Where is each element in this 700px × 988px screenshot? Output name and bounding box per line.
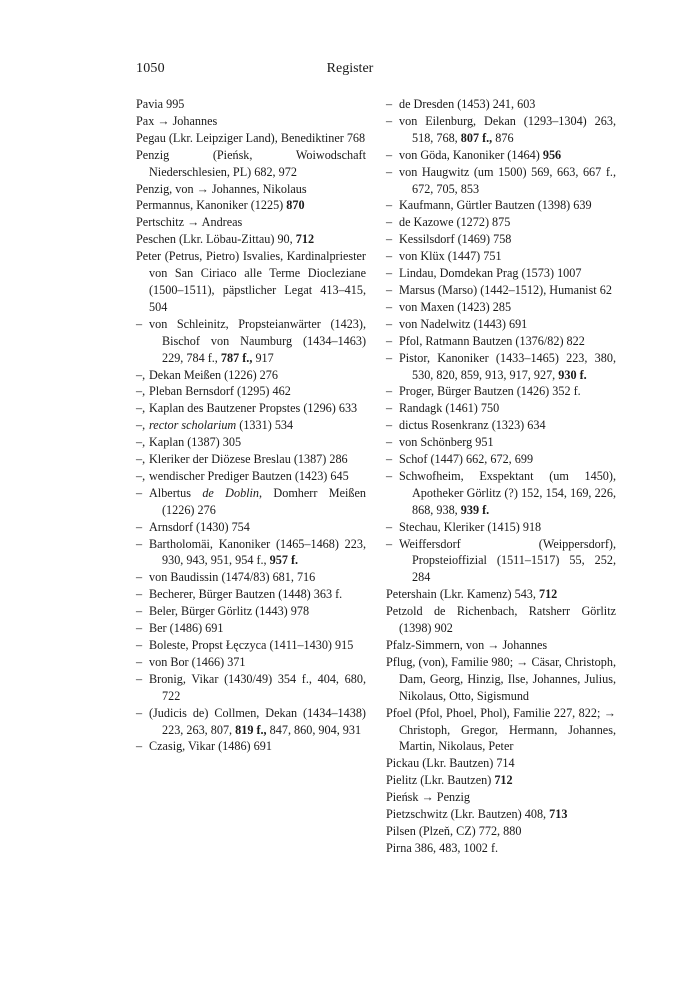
index-subentry <box>136 603 366 620</box>
subentry-dash: – <box>136 621 143 636</box>
index-subentry <box>136 705 366 739</box>
index-subentry <box>386 519 616 536</box>
subentry-dash: – <box>386 97 393 111</box>
entry-text: Pilsen (Plzeň, CZ) 772, 880 <box>386 823 522 838</box>
subentry-dash: – <box>386 215 393 230</box>
subentry-dash: – <box>386 232 393 247</box>
subentry-dash: – <box>136 316 143 331</box>
subentry-dash: – <box>386 266 393 281</box>
index-subentry <box>136 367 366 384</box>
index-entry <box>386 637 616 654</box>
index-subentry <box>386 214 616 231</box>
subentry-dash: – <box>136 604 143 619</box>
entry-text: Kaufmann, Gürtler Bautzen (1398) 639 <box>399 198 592 213</box>
index-entry <box>386 789 616 806</box>
entry-text: Pflug, (von), Familie 980; → Cäsar, Christoph, Dam, Georg, Hinzig, Ilse, Johannes, Julius, Nikolaus, Otto, Sigismund <box>386 654 616 703</box>
entry-text: von Haugwitz (um 1500) 569, 663, 667 f., 672, 705, 853 <box>399 164 616 196</box>
entry-text: Czasig, Vikar (1486) 691 <box>149 739 272 754</box>
entry-text: Kleriker der Diözese Breslau (1387) 286 <box>149 452 348 467</box>
entry-text: Pax → Johannes <box>136 113 218 128</box>
entry-text: von Baudissin (1474/83) 681, 716 <box>149 570 316 585</box>
subentry-dash: – <box>136 671 143 686</box>
entry-text: Pfalz-Simmern, von → Johannes <box>386 638 548 652</box>
entry-text: Bartholomäi, Kanoniker (1465–1468) 223, 930, 943, 951, 954 f., <box>149 536 366 568</box>
bold-reference: 819 f., <box>235 722 267 737</box>
index-subentry <box>136 417 366 434</box>
index-subentry <box>386 248 616 265</box>
index-subentry <box>386 197 616 214</box>
italic-text: rector scholarium <box>149 418 237 433</box>
entry-text: Kaplan des Bautzener Propstes (1296) 633 <box>149 401 358 416</box>
subentry-dash: – <box>136 485 143 500</box>
entry-text: Penzig, von → Johannes, Nikolaus <box>136 181 307 196</box>
entry-text: Lindau, Domdekan Prag (1573) 1007 <box>399 266 582 281</box>
index-column-left <box>136 96 366 755</box>
entry-text: Albertus <box>149 485 203 500</box>
entry-text: Pistor, Kanoniker (1433–1465) 223, 380, 530, 820, 859, 913, 917, 927, <box>399 350 616 382</box>
index-entry <box>136 248 366 316</box>
entry-text: de Kazowe (1272) 875 <box>399 215 511 230</box>
subentry-dash: – <box>386 384 393 399</box>
index-entry <box>386 586 616 603</box>
index-entry <box>386 772 616 789</box>
entry-text: Pleban Bernsdorf (1295) 462 <box>149 384 291 399</box>
index-entry <box>136 197 366 214</box>
subentry-dash: – <box>386 147 393 162</box>
index-subentry <box>136 671 366 705</box>
entry-text: Peter (Petrus, Pietro) Isvalies, Kardinalpriester von San Ciriaco alle Terme Diocleziane (1500–1511), päpstlicher Legat 413–415, 504 <box>136 249 366 314</box>
index-subentry <box>136 519 366 536</box>
index-entry <box>386 806 616 823</box>
index-subentry <box>136 569 366 586</box>
index-subentry <box>386 96 616 113</box>
index-entry <box>386 654 616 705</box>
entry-text: wendischer Prediger Bautzen (1423) 645 <box>149 468 349 483</box>
index-subentry <box>386 147 616 164</box>
index-entry <box>386 603 616 637</box>
entry-text: Pertschitz → Andreas <box>136 215 243 230</box>
entry-text: Proger, Bürger Bautzen (1426) 352 f. <box>399 384 581 399</box>
index-subentry <box>136 654 366 671</box>
subentry-dash: – <box>136 570 143 585</box>
entry-text: Beler, Bürger Görlitz (1443) 978 <box>149 604 310 619</box>
entry-text: Becherer, Bürger Bautzen (1448) 363 f. <box>149 587 343 602</box>
bold-reference: 870 <box>286 198 305 213</box>
entry-text: Dekan Meißen (1226) 276 <box>149 367 278 382</box>
entry-text: Boleste, Propst Łęczyca (1411–1430) 915 <box>149 638 354 652</box>
subentry-dash: – <box>386 333 393 348</box>
entry-text: (Judicis de) Collmen, Dekan (1434–1438) 223, 263, 807, <box>149 705 366 737</box>
index-column-right <box>386 96 616 857</box>
entry-text: de Dresden (1453) 241, 603 <box>399 97 536 111</box>
entry-text: Bronig, Vikar (1430/49) 354 f., 404, 680, 722 <box>149 671 366 703</box>
entry-text: Petershain (Lkr. Kamenz) 543, <box>386 587 539 602</box>
entry-text: 847, 860, 904, 931 <box>266 722 362 737</box>
index-subentry <box>386 434 616 451</box>
bold-reference: 712 <box>295 232 315 247</box>
bold-reference: 956 <box>542 147 562 162</box>
index-subentry <box>386 536 616 587</box>
bold-reference: 712 <box>494 773 513 788</box>
index-entry <box>136 214 366 231</box>
index-subentry <box>136 400 366 417</box>
entry-text: Pickau (Lkr. Bautzen) 714 <box>386 756 515 771</box>
entry-text: Pfoel (Pfol, Phoel, Phol), Familie 227, 822; → Christoph, Gregor, Hermann, Johannes, Martin, Nikolaus, Peter <box>386 705 616 754</box>
index-entry <box>136 147 366 181</box>
index-entry <box>386 755 616 772</box>
index-subentry <box>136 451 366 468</box>
bold-reference: 713 <box>549 807 568 822</box>
index-subentry <box>136 586 366 603</box>
subentry-dash: – <box>136 739 143 754</box>
subentry-dash: – <box>386 164 393 179</box>
subentry-dash: –, <box>136 384 146 399</box>
index-subentry <box>386 231 616 248</box>
subentry-dash: – <box>136 519 143 534</box>
bold-reference: 930 f. <box>558 367 587 382</box>
subentry-dash: – <box>136 536 143 551</box>
index-entry <box>386 705 616 756</box>
bold-reference: 939 f. <box>460 502 490 517</box>
entry-text: Ber (1486) 691 <box>149 621 224 636</box>
subentry-dash: –, <box>136 367 146 382</box>
entry-text: Pieńsk → Penzig <box>386 790 470 805</box>
entry-text: 917 <box>252 350 274 365</box>
index-subentry <box>386 417 616 434</box>
bold-reference: 807 f., <box>460 130 493 145</box>
entry-text: Pielitz (Lkr. Bautzen) <box>386 773 495 788</box>
entry-text: Kessilsdorf (1469) 758 <box>399 232 512 247</box>
entry-text: von Göda, Kanoniker (1464) <box>399 147 543 162</box>
entry-text: Penzig (Pieńsk, Woiwodschaft Niederschlesien, PL) 682, 972 <box>136 147 366 179</box>
index-subentry <box>136 316 366 367</box>
entry-text: von Maxen (1423) 285 <box>399 299 512 314</box>
entry-text: Stechau, Kleriker (1415) 918 <box>399 519 542 534</box>
entry-text: von Eilenburg, Dekan (1293–1304) 263, 518, 768, <box>399 113 616 145</box>
subentry-dash: – <box>386 316 393 331</box>
subentry-dash: – <box>386 519 393 534</box>
subentry-dash: – <box>386 249 393 264</box>
subentry-dash: –, <box>136 435 146 450</box>
subentry-dash: – <box>386 418 393 433</box>
entry-text: Peschen (Lkr. Löbau-Zittau) 90, <box>136 232 296 247</box>
entry-text: Kaplan (1387) 305 <box>149 435 242 450</box>
subentry-dash: –, <box>136 468 146 483</box>
entry-text: Petzold de Richenbach, Ratsherr Görlitz (1398) 902 <box>386 604 616 636</box>
subentry-dash: – <box>386 350 393 365</box>
entry-text: Weiffersdorf (Weippersdorf), Propsteioffizial (1511–1517) 55, 252, 284 <box>399 536 616 585</box>
subentry-dash: – <box>136 587 143 602</box>
subentry-dash: –, <box>136 418 146 433</box>
page-number: 1050 <box>136 61 165 76</box>
entry-text: Pavia 995 <box>136 97 185 111</box>
entry-text: von Klüx (1447) 751 <box>399 249 502 264</box>
entry-text: (1331) 534 <box>236 418 294 433</box>
index-subentry <box>136 485 366 519</box>
entry-text: Pfol, Ratmann Bautzen (1376/82) 822 <box>399 333 585 348</box>
entry-text: Arnsdorf (1430) 754 <box>149 519 250 534</box>
entry-text: Pirna 386, 483, 1002 f. <box>386 840 499 855</box>
index-subentry <box>136 620 366 637</box>
entry-text: dictus Rosenkranz (1323) 634 <box>399 418 546 433</box>
index-entry <box>386 823 616 840</box>
running-head: Register <box>326 61 374 76</box>
entry-text: , Domherr Meißen (1226) 276 <box>162 485 366 517</box>
index-entry <box>136 113 366 130</box>
index-entry <box>136 231 366 248</box>
entry-text: Pegau (Lkr. Leipziger Land), Benediktiner 768 <box>136 130 366 145</box>
index-subentry <box>386 383 616 400</box>
subentry-dash: –, <box>136 452 146 467</box>
index-subentry <box>386 299 616 316</box>
subentry-dash: –, <box>136 401 146 416</box>
italic-text: de Doblin <box>202 485 260 500</box>
index-subentry <box>386 400 616 417</box>
index-entry <box>136 130 366 147</box>
subentry-dash: – <box>136 638 143 652</box>
entry-text: von Schönberg 951 <box>399 435 494 450</box>
index-subentry <box>386 113 616 147</box>
index-subentry <box>136 468 366 485</box>
entry-text: von Nadelwitz (1443) 691 <box>399 316 528 331</box>
subentry-dash: – <box>386 452 393 467</box>
subentry-dash: – <box>386 198 393 213</box>
entry-text: Pietzschwitz (Lkr. Bautzen) 408, <box>386 807 550 822</box>
index-subentry <box>386 265 616 282</box>
index-subentry <box>136 434 366 451</box>
index-subentry <box>386 350 616 384</box>
bold-reference: 787 f., <box>220 350 253 365</box>
bold-reference: 712 <box>538 587 558 602</box>
index-subentry <box>136 637 366 654</box>
entry-text: Schwofheim, Exspektant (um 1450), Apotheker Görlitz (?) 152, 154, 169, 226, 868, 938, <box>399 468 616 517</box>
index-subentry <box>386 333 616 350</box>
subentry-dash: – <box>136 654 143 669</box>
subentry-dash: – <box>386 401 393 416</box>
subentry-dash: – <box>386 282 393 297</box>
subentry-dash: – <box>386 435 393 450</box>
subentry-dash: – <box>386 299 393 314</box>
entry-text: Schof (1447) 662, 672, 699 <box>399 452 534 467</box>
entry-text: von Bor (1466) 371 <box>149 654 246 669</box>
subentry-dash: – <box>386 113 393 128</box>
index-subentry <box>136 738 366 755</box>
subentry-dash: – <box>136 705 143 720</box>
index-subentry <box>136 536 366 570</box>
index-subentry <box>386 468 616 519</box>
entry-text: Permannus, Kanoniker (1225) <box>136 198 287 213</box>
entry-text: 876 <box>492 130 514 145</box>
entry-text: von Schleinitz, Propsteianwärter (1423), Bischof von Naumburg (1434–1463) 229, 784 f., <box>149 316 366 365</box>
entry-text: Marsus (Marso) (1442–1512), Humanist 62 <box>399 282 612 297</box>
index-entry <box>136 96 366 113</box>
index-subentry <box>386 451 616 468</box>
index-subentry <box>386 282 616 299</box>
index-subentry <box>386 316 616 333</box>
entry-text: Randagk (1461) 750 <box>399 401 500 416</box>
index-subentry <box>136 383 366 400</box>
index-entry <box>136 181 366 198</box>
index-entry <box>386 840 616 857</box>
subentry-dash: – <box>386 536 393 551</box>
bold-reference: 957 f. <box>269 553 299 568</box>
index-subentry <box>386 164 616 198</box>
subentry-dash: – <box>386 468 393 483</box>
